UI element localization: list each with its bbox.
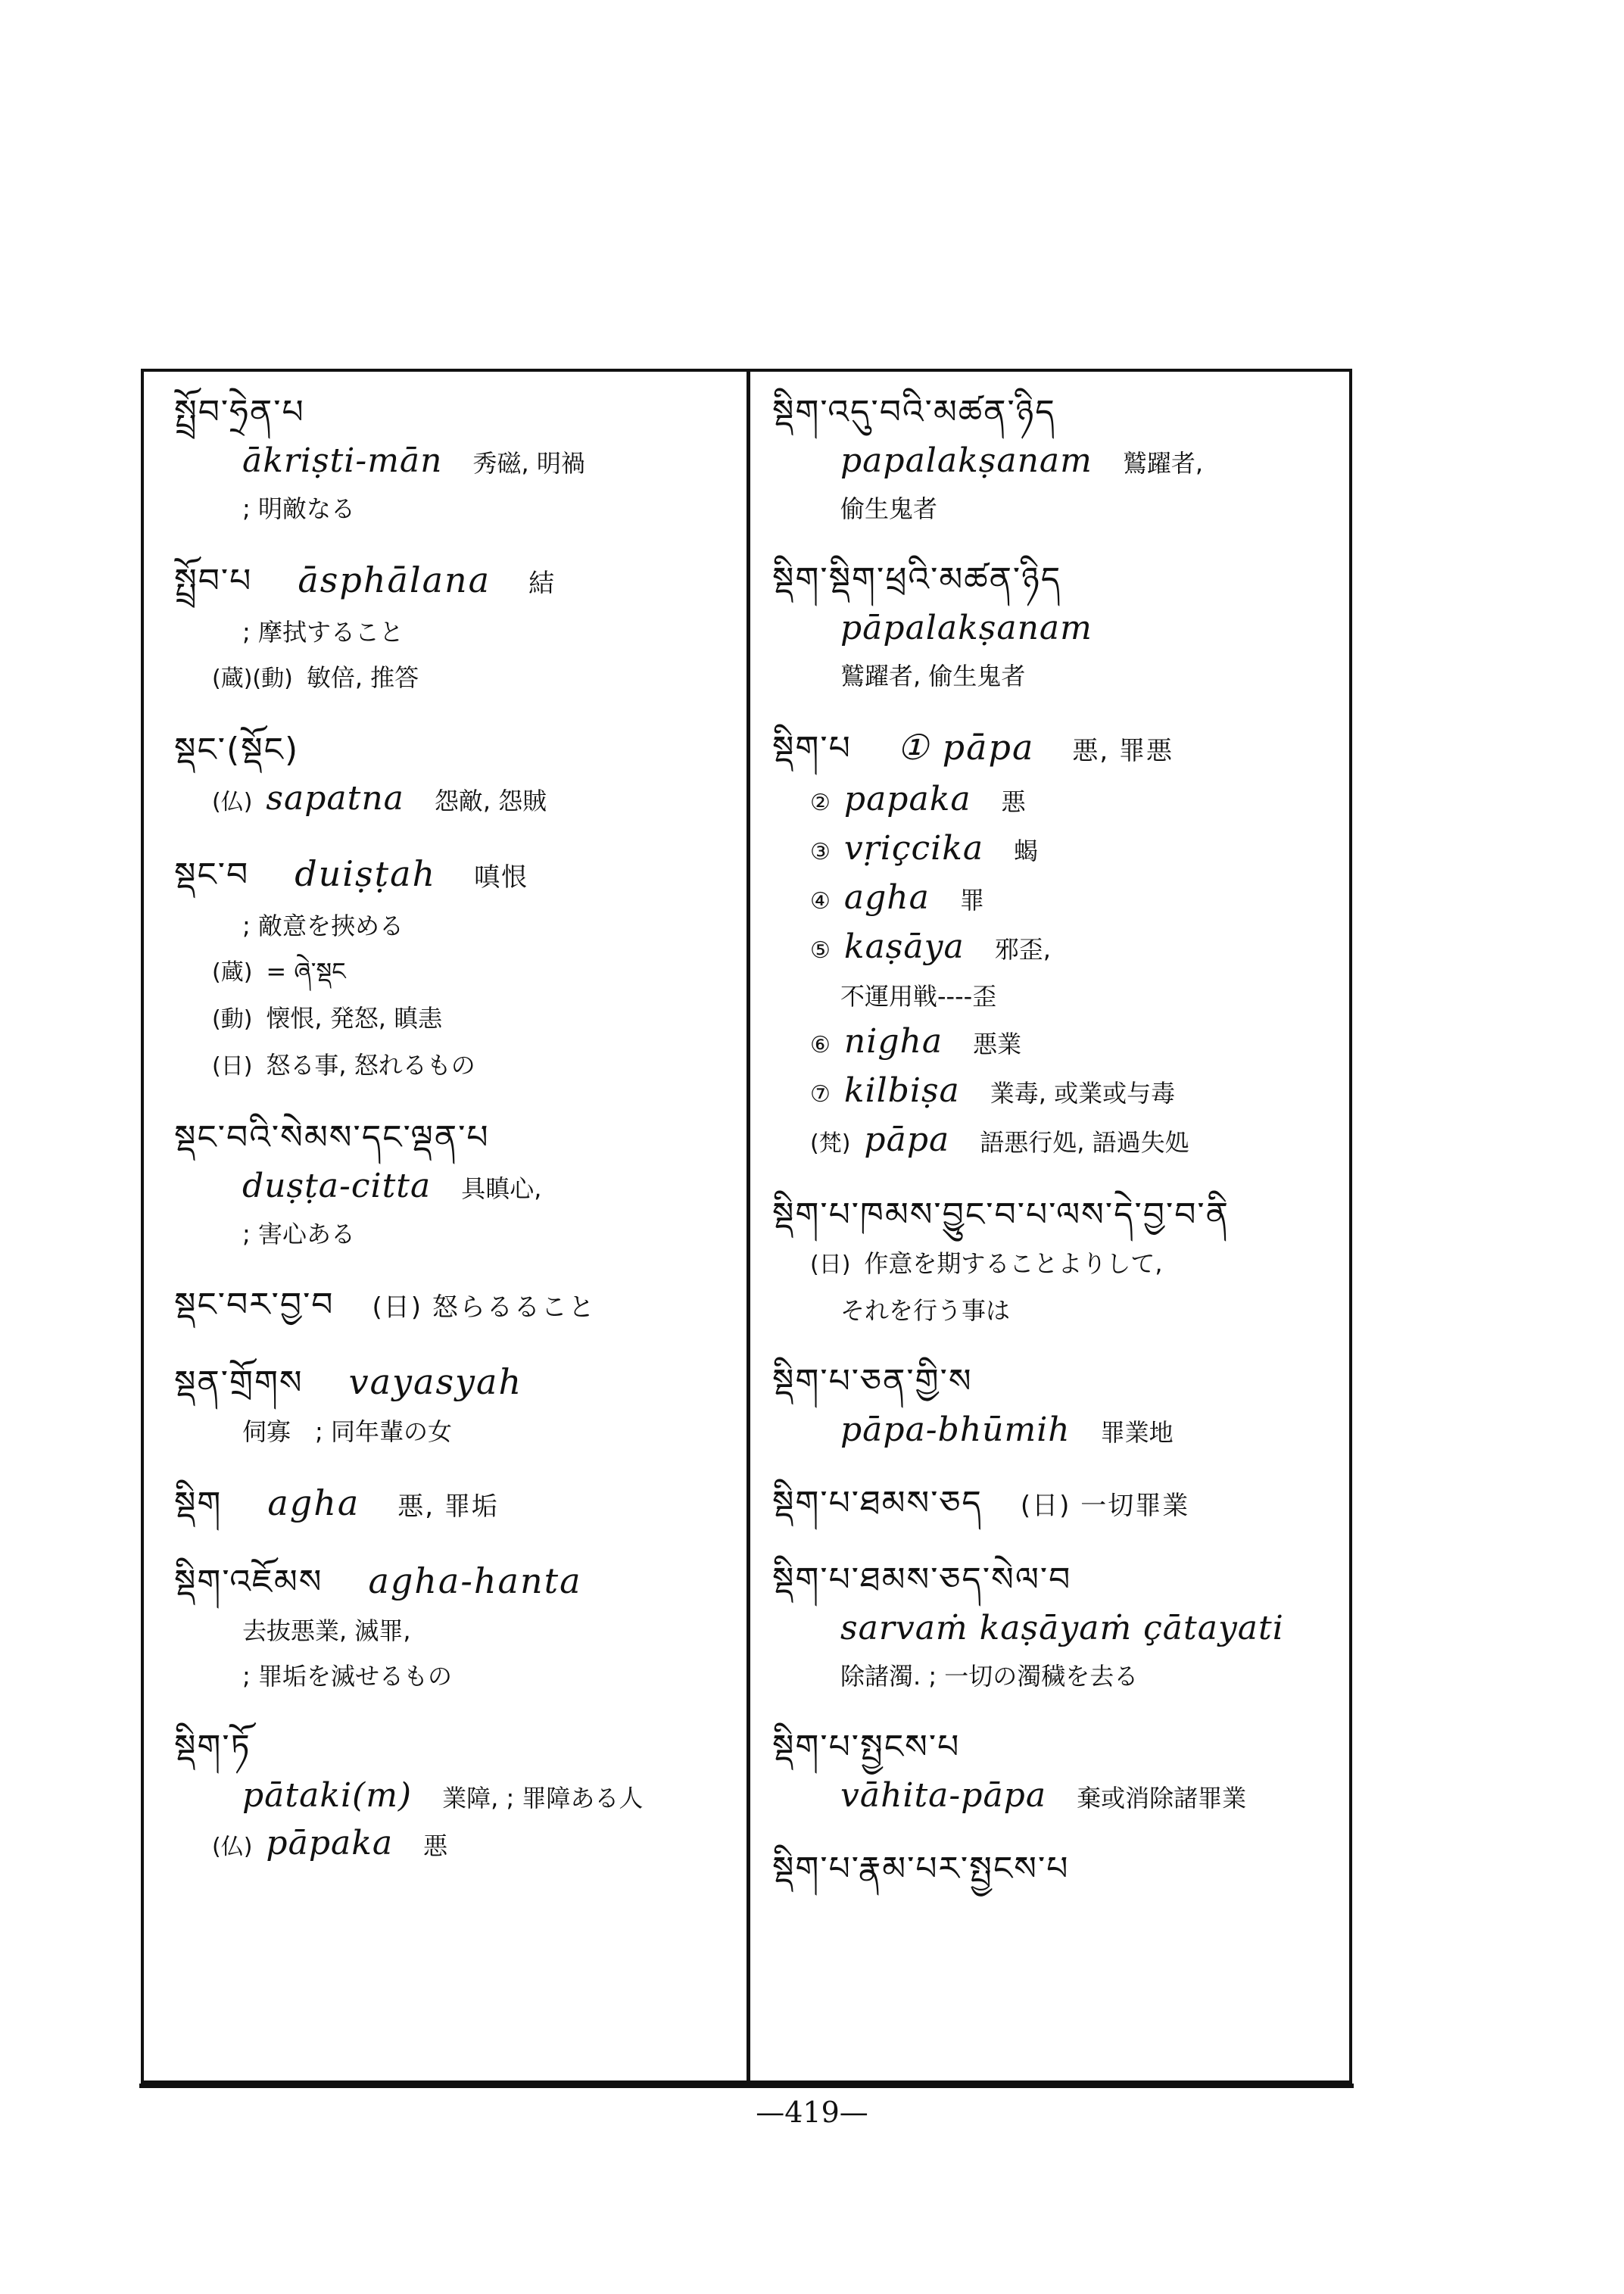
sanskrit-term: pāpalakṣanam — [840, 609, 1093, 647]
dictionary-entry — [772, 1844, 1333, 1895]
dictionary-entry — [174, 1112, 734, 1257]
tibetan-headword — [174, 725, 734, 776]
japanese-gloss: 秀磁, 明禍 — [472, 449, 585, 478]
entry-line — [772, 1653, 1333, 1699]
sanskrit-term: kilbiṣa — [843, 1071, 960, 1110]
dictionary-entry — [772, 1722, 1333, 1821]
source-tag: (仏) — [212, 789, 253, 815]
headword-text: སྡིག་པ་ཐམས་ཅད་སེལ་བ — [772, 1560, 1072, 1599]
japanese-gloss: (日) 一切罪業 — [1020, 1491, 1190, 1521]
entry-line — [174, 1409, 734, 1454]
dictionary-entry — [174, 387, 734, 531]
source-tag: ⑤ — [810, 937, 831, 964]
entry-line — [174, 1653, 734, 1699]
tibetan-headword — [772, 387, 1333, 438]
japanese-gloss: 怨敵, 怨賊 — [434, 787, 547, 815]
japanese-gloss: ; 罪垢を滅せるもの — [242, 1662, 452, 1691]
entry-line — [174, 1773, 734, 1821]
japanese-gloss: 去抜悪業, 滅罪, — [242, 1616, 411, 1645]
dictionary-entry — [174, 1722, 734, 1870]
japanese-gloss: ; 害心ある — [242, 1220, 355, 1248]
entry-line — [772, 1241, 1333, 1288]
tibetan-headword — [772, 554, 1333, 606]
sanskrit-term: nigha — [843, 1022, 943, 1061]
japanese-gloss: 悪, 罪垢 — [397, 1491, 499, 1522]
tibetan-headword — [772, 1554, 1333, 1606]
source-tag: (蔵)(動) — [212, 665, 293, 692]
headword-text: སྡིག་པ་སྤྱངས་པ — [772, 1728, 961, 1766]
japanese-gloss: 業障, ; 罪障ある人 — [442, 1784, 644, 1812]
dictionary-entry — [772, 1554, 1333, 1699]
entry-line — [772, 1019, 1333, 1068]
headword-text: སྡིག་སྡིག་ཕྲའི་མཚན་ཉིད — [772, 560, 1062, 599]
japanese-gloss: 悪, 罪悪 — [1072, 736, 1174, 766]
headword-text: སྡིག་པ་ཁམས་བྱུང་བ་པ་ལས་དེ་བྱ་བ་ནི — [772, 1195, 1230, 1234]
tibetan-headword — [772, 1189, 1333, 1241]
entry-line — [772, 826, 1333, 875]
entry-line — [174, 486, 734, 531]
japanese-gloss: ; 明敵なる — [242, 494, 355, 523]
sanskrit-term: sapatna — [266, 779, 404, 818]
headword-text: སྤྲོབ་ཧྲེན་པ — [174, 393, 305, 432]
sanskrit-term: kaṣāya — [843, 927, 965, 966]
tibetan-headword — [174, 1555, 734, 1608]
entry-line — [174, 609, 734, 655]
entry-line — [174, 1164, 734, 1211]
dictionary-entry — [772, 1478, 1333, 1532]
sanskrit-term: pāpa — [864, 1121, 950, 1159]
headword-text: སྡང་བར་བྱ་བ — [174, 1286, 335, 1324]
sanskrit-term: papalakṣanam — [840, 441, 1093, 480]
headword-text: སྡང་(སྡོང) — [174, 731, 300, 769]
headword-text: སྡིག — [174, 1485, 223, 1523]
entry-line — [174, 903, 734, 949]
japanese-gloss: 具瞋心, — [461, 1174, 542, 1203]
entry-line — [174, 949, 734, 996]
tibetan-headword — [772, 722, 1333, 777]
tibetan-headword — [772, 1722, 1333, 1773]
headword-text: སྡིག་པ་རྣམ་པར་སྤྱངས་པ — [772, 1850, 1070, 1888]
japanese-gloss: ; 敵意を挾める — [242, 912, 404, 940]
dictionary-entry — [174, 1477, 734, 1532]
japanese-gloss: 蝎 — [1014, 837, 1039, 865]
source-tag: ⑦ — [810, 1081, 831, 1108]
source-tag: (動) — [212, 1006, 253, 1033]
tibetan-headword — [174, 1279, 734, 1333]
entry-line — [772, 777, 1333, 826]
sanskrit-equivalent: vayasyah — [348, 1361, 523, 1402]
source-tag: (日) — [212, 1053, 253, 1080]
entry-line — [772, 974, 1333, 1019]
japanese-gloss: 懐恨, 発怒, 瞋恚 — [266, 1004, 443, 1033]
dictionary-entry — [174, 554, 734, 702]
entry-line — [772, 1117, 1333, 1167]
entry-line — [174, 1211, 734, 1257]
sanskrit-term: ākriṣti-mān — [242, 441, 443, 480]
japanese-gloss: 悪業 — [973, 1030, 1022, 1058]
tibetan-headword — [772, 1478, 1333, 1532]
japanese-gloss: 罪業地 — [1100, 1418, 1174, 1447]
sanskrit-term: pāpa-bhūmih — [840, 1410, 1071, 1449]
japanese-gloss: = ཞེ་སྡང — [266, 957, 346, 986]
left-column — [174, 387, 734, 2065]
tibetan-headword — [174, 1112, 734, 1164]
tibetan-headword — [174, 848, 734, 903]
entry-line — [174, 776, 734, 825]
sanskrit-equivalent: ① pāpa — [896, 727, 1035, 768]
headword-text: སྡན་གྲོགས — [174, 1364, 304, 1402]
sanskrit-term: papaka — [843, 780, 971, 818]
dictionary-entry — [772, 554, 1333, 699]
source-tag: (蔵) — [212, 959, 253, 986]
entry-line — [772, 924, 1333, 974]
sanskrit-term: sarvaṁ kaṣāyaṁ çātayati — [840, 1609, 1284, 1647]
entry-line — [772, 606, 1333, 653]
tibetan-headword — [174, 387, 734, 438]
japanese-gloss: (日) 怒らるること — [372, 1292, 596, 1323]
tibetan-headword — [174, 1477, 734, 1532]
japanese-gloss: 偷生鬼者 — [840, 494, 938, 523]
dictionary-entry — [174, 1555, 734, 1699]
tibetan-headword — [174, 1722, 734, 1773]
sanskrit-term: agha — [843, 878, 930, 917]
sanskrit-equivalent: āsphālana — [298, 559, 491, 600]
sanskrit-term: pātaki(m) — [242, 1776, 413, 1815]
japanese-gloss: 悪 — [1001, 787, 1026, 816]
japanese-gloss: 鷲躍者, 偷生鬼者 — [840, 662, 1026, 690]
headword-text: སྡང་བ — [174, 856, 250, 894]
japanese-gloss: 語悪行処, 語過失処 — [980, 1128, 1189, 1157]
tibetan-headword — [772, 1844, 1333, 1895]
source-tag: ⑥ — [810, 1032, 831, 1058]
headword-text: སྡིག་འདུ་བའི་མཚན་ཉིད — [772, 393, 1056, 432]
dictionary-entry — [174, 1356, 734, 1454]
tibetan-headword — [174, 1356, 734, 1409]
japanese-gloss: 業毒, 或業或与毒 — [990, 1079, 1176, 1108]
japanese-gloss: 怒る事, 怒れるもの — [266, 1051, 475, 1080]
tibetan-headword — [772, 1356, 1333, 1407]
dictionary-entry — [772, 722, 1333, 1167]
headword-text: སྡང་བའི་སེམས་དང་ལྡན་པ — [174, 1118, 490, 1157]
sanskrit-equivalent: agha — [267, 1482, 360, 1523]
entry-line — [772, 438, 1333, 486]
source-tag: (梵) — [810, 1130, 851, 1157]
entry-line — [174, 996, 734, 1043]
entry-line — [772, 1407, 1333, 1455]
japanese-gloss: 鷲躍者, — [1122, 449, 1204, 478]
sanskrit-equivalent: agha-hanta — [368, 1560, 582, 1601]
source-tag: (仏) — [212, 1834, 253, 1860]
right-column — [772, 387, 1333, 2065]
sanskrit-term: vāhita-pāpa — [840, 1776, 1047, 1815]
japanese-gloss: 伺寡 ; 同年輩の女 — [242, 1417, 452, 1446]
japanese-gloss: 棄或消除諸罪業 — [1077, 1784, 1247, 1812]
dictionary-entry — [174, 848, 734, 1089]
japanese-gloss: 嗔恨 — [474, 862, 529, 893]
entry-line — [174, 655, 734, 702]
sanskrit-term: vṛiçcika — [843, 829, 984, 868]
headword-text: སྡིག་པ — [772, 729, 852, 768]
source-tag: ④ — [810, 888, 831, 915]
japanese-gloss: 除諸濁. ; 一切の濁穢を去る — [840, 1662, 1139, 1691]
headword-text: སྤྲོབ་པ — [174, 562, 253, 600]
entry-line — [174, 438, 734, 486]
entry-line — [772, 486, 1333, 531]
entry-line — [174, 1608, 734, 1653]
headword-text: སྡིག་ཏོ — [174, 1728, 251, 1766]
japanese-gloss: 罪 — [959, 886, 984, 915]
entry-line — [772, 1773, 1333, 1821]
page-number: —419— — [756, 2096, 868, 2129]
sanskrit-term: pāpaka — [266, 1824, 394, 1862]
entry-line — [174, 1821, 734, 1870]
sanskrit-equivalent: duiṣṭah — [295, 853, 437, 894]
dictionary-entry — [772, 1189, 1333, 1333]
japanese-gloss: 結 — [528, 569, 556, 599]
dictionary-entry — [174, 725, 734, 825]
japanese-gloss: 敏倍, 推答 — [306, 663, 419, 692]
japanese-gloss: 悪 — [423, 1831, 448, 1860]
entry-line — [772, 1068, 1333, 1117]
japanese-gloss: 不運用戦----歪 — [840, 982, 997, 1011]
headword-text: སྡིག་པ་ཅན་གྱི་ས — [772, 1362, 973, 1401]
frame-bottom-rule — [139, 2084, 1354, 2088]
dictionary-entry — [772, 387, 1333, 531]
entry-line — [772, 1606, 1333, 1653]
headword-text: སྡིག་པ་ཐམས་ཅད — [772, 1484, 983, 1523]
entry-line — [772, 1288, 1333, 1333]
japanese-gloss: 作意を期することよりして, — [864, 1249, 1163, 1278]
page-frame — [141, 369, 1352, 2084]
column-divider — [747, 372, 750, 2080]
entry-line — [772, 653, 1333, 699]
entry-line — [174, 1043, 734, 1089]
headword-text: སྡིག་འཇོམས — [174, 1563, 323, 1601]
source-tag: (日) — [810, 1251, 851, 1278]
source-tag: ③ — [810, 839, 831, 865]
tibetan-headword — [174, 554, 734, 609]
dictionary-entry — [772, 1356, 1333, 1455]
sanskrit-term: duṣṭa-citta — [242, 1167, 432, 1205]
dictionary-entry — [174, 1279, 734, 1333]
source-tag: ② — [810, 790, 831, 816]
japanese-gloss: 邪歪, — [994, 935, 1051, 964]
entry-line — [772, 875, 1333, 924]
japanese-gloss: それを行う事は — [840, 1296, 1011, 1325]
japanese-gloss: ; 摩拭すること — [242, 618, 404, 647]
